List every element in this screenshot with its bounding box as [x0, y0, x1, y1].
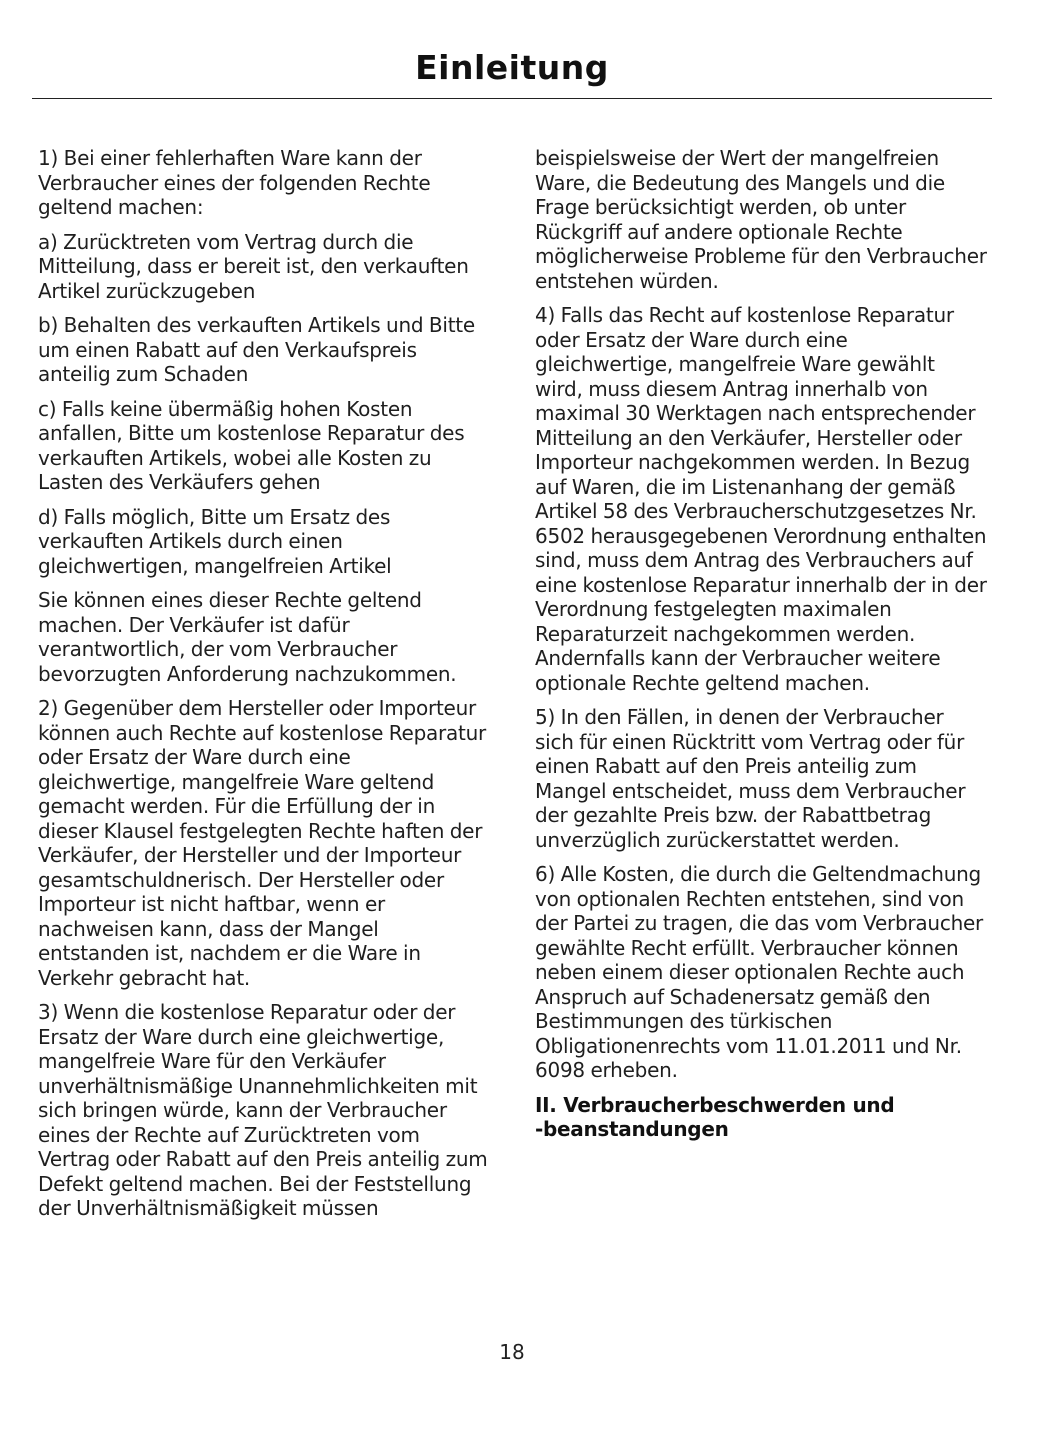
- paragraph-right-b: b) Behalten des verkauften Artikels und Bitte um einen Rabatt auf den Verkaufspreis anteilig zum Schaden: [38, 313, 475, 386]
- paragraph-right-c: c) Falls keine übermäßig hohen Kosten anfallen, Bitte um kostenlose Reparatur des verkauften Artikels, wobei alle Kosten zu Lasten des Verkäufers gehen: [38, 396, 465, 494]
- page-number: 18: [499, 1340, 525, 1364]
- paragraph-right-d: d) Falls möglich, Bitte um Ersatz des verkauften Artikels durch einen gleichwertigen, mangelfreien Artikel: [38, 504, 392, 578]
- paragraph-rights-intro: 1) Bei einer fehlerhaften Ware kann der Verbraucher eines der folgenden Rechte geltend machen:: [38, 146, 431, 219]
- section-heading: [535, 1093, 987, 1142]
- paragraph-choice: Sie können eines dieser Rechte geltend machen. Der Verkäufer ist dafür verantwortlich, der vom Verbraucher bevorzugten Anforderung nachzukommen.: [38, 588, 457, 686]
- section-heading-line-2: -beanstandungen: [535, 1117, 729, 1141]
- paragraph-repair-deadline: 4) Falls das Recht auf kostenlose Reparatur oder Ersatz der Ware durch eine gleichwertige, mangelfreie Ware gewählt wird, muss diesem Antrag innerhalb von maximal 30 Werktagen nach entsprechender Mitteilung an den Verkäufer, Hersteller oder Importeur nachgekommen werden. In Bezug auf Waren, die im Listenanhang der gemäß Artikel 58 des Verbraucherschutzgesetzes Nr. 6502 herausgegebenen Verordnung enthalten sind, muss dem Antrag des Verbrauchers auf eine kostenlose Reparatur innerhalb der in der Verordnung festgelegten maximalen Reparaturzeit nachgekommen werden. Andernfalls kann der Verbraucher weitere optionale Rechte geltend machen.: [535, 303, 987, 695]
- paragraph-manufacturer: 2) Gegenüber dem Hersteller oder Importeur können auch Rechte auf kostenlose Reparatur oder Ersatz der Ware durch eine gleichwertige, mangelfreie Ware geltend gemacht werden. Für die Erfüllung der in dieser Klausel festgelegten Rechte haften der Verkäufer, der Hersteller und der Importeur gesamtschuldnerisch. Der Hersteller oder Importeur ist nicht haftbar, wenn er nachweisen kann, dass der Mangel entstanden ist, nachdem er die Ware in Verkehr gebracht hat.: [38, 696, 487, 990]
- page-title: Einleitung: [415, 48, 609, 87]
- paragraph-refund: 5) In den Fällen, in denen der Verbraucher sich für einen Rücktritt vom Vertrag oder für einen Rabatt auf den Preis anteilig zum Mangel entscheidet, muss dem Verbraucher der gezahlte Preis bzw. der Rabattbetrag unverzüglich zurückerstattet werden.: [535, 705, 966, 852]
- right-column: [535, 146, 987, 1142]
- paragraph-disproportion-continued: beispielsweise der Wert der mangelfreien Ware, die Bedeutung des Mangels und die Frage berücksichtigt werden, ob unter Rückgriff auf andere optionale Rechte möglicherweise Probleme für den Verbraucher entstehen würden.: [535, 146, 987, 293]
- paragraph-costs: 6) Alle Kosten, die durch die Geltendmachung von optionalen Rechten entstehen, sind von der Partei zu tragen, die das vom Verbraucher gewählte Recht erfüllt. Verbraucher können neben einem dieser optionalen Rechte auch Anspruch auf Schadenersatz gemäß den Bestimmungen des türkischen Obligationenrechts vom 11.01.2011 und Nr. 6098 erheben.: [535, 862, 984, 1082]
- left-column: [38, 146, 490, 1231]
- title-divider: [32, 98, 992, 99]
- paragraph-right-a: a) Zurücktreten vom Vertrag durch die Mitteilung, dass er bereit ist, den verkauften Artikel zurückzugeben: [38, 229, 469, 303]
- section-heading-line-1: II. Verbraucherbeschwerden und: [535, 1092, 895, 1117]
- paragraph-disproportion: 3) Wenn die kostenlose Reparatur oder der Ersatz der Ware durch eine gleichwertige, mangelfreie Ware für den Verkäufer unverhältnismäßige Unannehmlichkeiten mit sich bringen würde, kann der Verbraucher eines der Rechte auf Zurücktreten vom Vertrag oder Rabatt auf den Preis anteilig zum Defekt geltend machen. Bei der Feststellung der Unverhältnismäßigkeit müssen: [38, 1000, 488, 1220]
